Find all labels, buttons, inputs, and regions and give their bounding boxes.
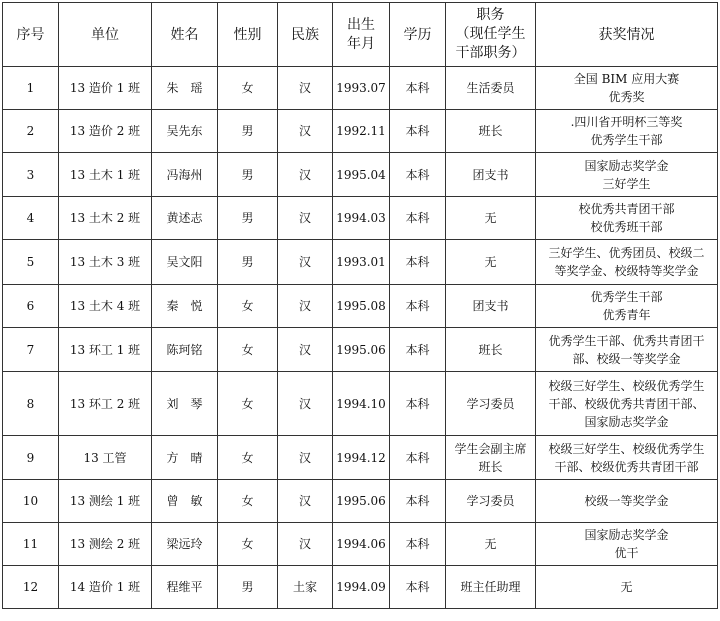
header-gender: 性别 [218, 3, 278, 67]
cell-name: 吴先东 [152, 110, 218, 153]
cell-awards-line: 优秀奖 [608, 90, 645, 104]
cell-unit: 13 土木 4 班 [59, 285, 152, 328]
cell-index: 2 [3, 110, 59, 153]
cell-unit: 13 土木 1 班 [59, 153, 152, 197]
header-position [446, 3, 536, 67]
cell-education: 本科 [390, 110, 446, 153]
cell-awards [536, 110, 718, 153]
cell-gender: 男 [218, 197, 278, 240]
cell-awards-line: 校优秀班干部 [590, 220, 663, 234]
cell-education: 本科 [390, 566, 446, 609]
table-row [3, 110, 718, 153]
cell-position-line: 团支书 [472, 299, 509, 313]
cell-awards-line: 国家励志奖学金 [584, 528, 669, 542]
cell-birth: 1993.01 [333, 240, 390, 285]
cell-awards-line: 全国 BIM 应用大赛 [573, 72, 680, 86]
header-birth [333, 3, 390, 67]
cell-birth: 1992.11 [333, 110, 390, 153]
cell-education: 本科 [390, 285, 446, 328]
cell-position-line: 学生会副主席 [454, 441, 527, 456]
cell-awards [536, 436, 718, 480]
table-row [3, 285, 718, 328]
cell-index: 1 [3, 67, 59, 110]
cell-position-line: 班长 [478, 342, 503, 357]
cell-unit: 13 环工 1 班 [59, 328, 152, 372]
cell-gender: 女 [218, 372, 278, 436]
table-row [3, 153, 718, 197]
cell-position-line: 学习委员 [466, 494, 515, 508]
header-index: 序号 [3, 3, 59, 67]
cell-name: 吴文阳 [152, 240, 218, 285]
header-education: 学历 [390, 3, 446, 67]
cell-awards-line: 校级一等奖学金 [584, 494, 669, 508]
header-awards: 获奖情况 [536, 3, 718, 67]
cell-awards [536, 372, 718, 436]
cell-gender: 女 [218, 480, 278, 523]
cell-birth: 1994.12 [333, 436, 390, 480]
cell-ethnicity: 土家 [278, 566, 333, 609]
cell-unit: 13 测绘 2 班 [59, 523, 152, 566]
table-row [3, 240, 718, 285]
cell-name: 朱 瑶 [152, 67, 218, 110]
cell-awards-line: 等奖学金、校级特等奖学金 [554, 264, 699, 278]
cell-position-line: 学习委员 [466, 396, 515, 411]
cell-birth: 1994.03 [333, 197, 390, 240]
table-row [3, 480, 718, 523]
cell-gender: 男 [218, 240, 278, 285]
cell-gender: 女 [218, 285, 278, 328]
cell-gender: 男 [218, 110, 278, 153]
cell-position-line: 班主任助理 [460, 580, 521, 594]
cell-awards-line: 部、校级一等奖学金 [572, 351, 681, 366]
cell-ethnicity: 汉 [278, 110, 333, 153]
cell-birth: 1994.09 [333, 566, 390, 609]
cell-awards-line: 校级三好学生、校级优秀学生 [548, 378, 705, 393]
header-ethnicity: 民族 [278, 3, 333, 67]
table-row [3, 436, 718, 480]
cell-ethnicity: 汉 [278, 480, 333, 523]
header-unit: 单位 [59, 3, 152, 67]
cell-position-line: 无 [484, 255, 497, 269]
cell-ethnicity: 汉 [278, 67, 333, 110]
cell-awards-line: 校优秀共青团干部 [578, 202, 675, 216]
cell-unit: 13 土木 3 班 [59, 240, 152, 285]
cell-awards [536, 153, 718, 197]
cell-position [446, 436, 536, 480]
student-awards-table [2, 2, 718, 609]
cell-ethnicity: 汉 [278, 240, 333, 285]
cell-awards [536, 480, 718, 523]
cell-awards-line: 无 [620, 580, 633, 594]
header-position-line: （现任学生 [455, 26, 526, 42]
cell-gender: 女 [218, 328, 278, 372]
cell-education: 本科 [390, 240, 446, 285]
header-position-line: 职务 [476, 7, 505, 23]
cell-awards-line: 优秀学生干部、优秀共青团干 [548, 333, 705, 348]
cell-ethnicity: 汉 [278, 197, 333, 240]
cell-name: 曾 敏 [152, 480, 218, 523]
cell-education: 本科 [390, 328, 446, 372]
cell-position-line: 无 [484, 211, 497, 225]
cell-education: 本科 [390, 67, 446, 110]
cell-gender: 男 [218, 566, 278, 609]
cell-index: 11 [3, 523, 59, 566]
cell-unit: 13 造价 2 班 [59, 110, 152, 153]
cell-ethnicity: 汉 [278, 436, 333, 480]
cell-gender: 女 [218, 436, 278, 480]
cell-position-line: 班长 [478, 124, 503, 138]
cell-ethnicity: 汉 [278, 328, 333, 372]
cell-awards-line: 三好学生、优秀团员、校级二 [548, 246, 705, 260]
cell-education: 本科 [390, 197, 446, 240]
cell-awards-line: 优秀学生干部 [590, 133, 663, 147]
cell-index: 10 [3, 480, 59, 523]
header-name: 姓名 [152, 3, 218, 67]
cell-education: 本科 [390, 480, 446, 523]
cell-position-line: 班长 [478, 459, 503, 474]
cell-index: 12 [3, 566, 59, 609]
cell-awards-line: 干部、校级优秀共青团干部 [554, 459, 699, 474]
cell-education: 本科 [390, 372, 446, 436]
cell-position [446, 197, 536, 240]
cell-name: 陈珂铭 [152, 328, 218, 372]
table-row [3, 372, 718, 436]
cell-unit: 14 造价 1 班 [59, 566, 152, 609]
cell-ethnicity: 汉 [278, 153, 333, 197]
cell-awards-line: 国家励志奖学金 [584, 414, 669, 429]
cell-awards [536, 328, 718, 372]
cell-awards-line: .四川省开明杯三等奖 [570, 115, 683, 129]
cell-unit: 13 环工 2 班 [59, 372, 152, 436]
cell-position [446, 153, 536, 197]
cell-birth: 1995.08 [333, 285, 390, 328]
cell-position [446, 285, 536, 328]
cell-position [446, 372, 536, 436]
cell-position [446, 566, 536, 609]
cell-name: 程维平 [152, 566, 218, 609]
cell-awards-line: 校级三好学生、校级优秀学生 [548, 441, 705, 456]
cell-index: 6 [3, 285, 59, 328]
cell-position [446, 110, 536, 153]
cell-position [446, 240, 536, 285]
cell-birth: 1994.06 [333, 523, 390, 566]
cell-name: 刘 琴 [152, 372, 218, 436]
cell-education: 本科 [390, 523, 446, 566]
cell-ethnicity: 汉 [278, 372, 333, 436]
header-position-line: 干部职务） [455, 45, 526, 61]
header-birth-line: 出生 [347, 16, 375, 33]
cell-birth: 1995.06 [333, 480, 390, 523]
cell-awards-line: 干部、校级优秀共青团干部、 [548, 396, 705, 411]
cell-awards [536, 566, 718, 609]
cell-education: 本科 [390, 153, 446, 197]
cell-awards [536, 523, 718, 566]
cell-index: 8 [3, 372, 59, 436]
cell-position [446, 523, 536, 566]
cell-awards [536, 285, 718, 328]
cell-index: 3 [3, 153, 59, 197]
table-row [3, 566, 718, 609]
cell-ethnicity: 汉 [278, 285, 333, 328]
cell-awards [536, 197, 718, 240]
cell-birth: 1995.04 [333, 153, 390, 197]
cell-unit: 13 工管 [59, 436, 152, 480]
cell-position-line: 无 [484, 537, 497, 551]
table-row [3, 197, 718, 240]
cell-awards-line: 国家励志奖学金 [584, 158, 669, 173]
table-row [3, 67, 718, 110]
cell-gender: 女 [218, 523, 278, 566]
cell-awards [536, 67, 718, 110]
cell-awards-line: 优干 [614, 546, 639, 560]
cell-unit: 13 测绘 1 班 [59, 480, 152, 523]
cell-unit: 13 土木 2 班 [59, 197, 152, 240]
cell-awards [536, 240, 718, 285]
cell-index: 7 [3, 328, 59, 372]
cell-gender: 男 [218, 153, 278, 197]
cell-birth: 1994.10 [333, 372, 390, 436]
cell-name: 黄述志 [152, 197, 218, 240]
cell-name: 冯海州 [152, 153, 218, 197]
cell-position [446, 67, 536, 110]
cell-name: 秦 悦 [152, 285, 218, 328]
cell-awards-line: 三好学生 [602, 176, 651, 191]
table-row [3, 523, 718, 566]
table-row [3, 328, 718, 372]
cell-name: 梁远玲 [152, 523, 218, 566]
cell-gender: 女 [218, 67, 278, 110]
cell-name: 方 晴 [152, 436, 218, 480]
cell-position [446, 328, 536, 372]
cell-ethnicity: 汉 [278, 523, 333, 566]
cell-index: 4 [3, 197, 59, 240]
cell-position-line: 团支书 [472, 167, 509, 182]
cell-unit: 13 造价 1 班 [59, 67, 152, 110]
cell-birth: 1995.06 [333, 328, 390, 372]
header-row [3, 3, 718, 67]
header-birth-line: 年月 [347, 35, 375, 52]
cell-position-line: 生活委员 [466, 81, 515, 95]
cell-index: 9 [3, 436, 59, 480]
cell-index: 5 [3, 240, 59, 285]
cell-education: 本科 [390, 436, 446, 480]
cell-birth: 1993.07 [333, 67, 390, 110]
cell-position [446, 480, 536, 523]
cell-awards-line: 优秀青年 [602, 308, 651, 322]
cell-awards-line: 优秀学生干部 [590, 290, 663, 304]
